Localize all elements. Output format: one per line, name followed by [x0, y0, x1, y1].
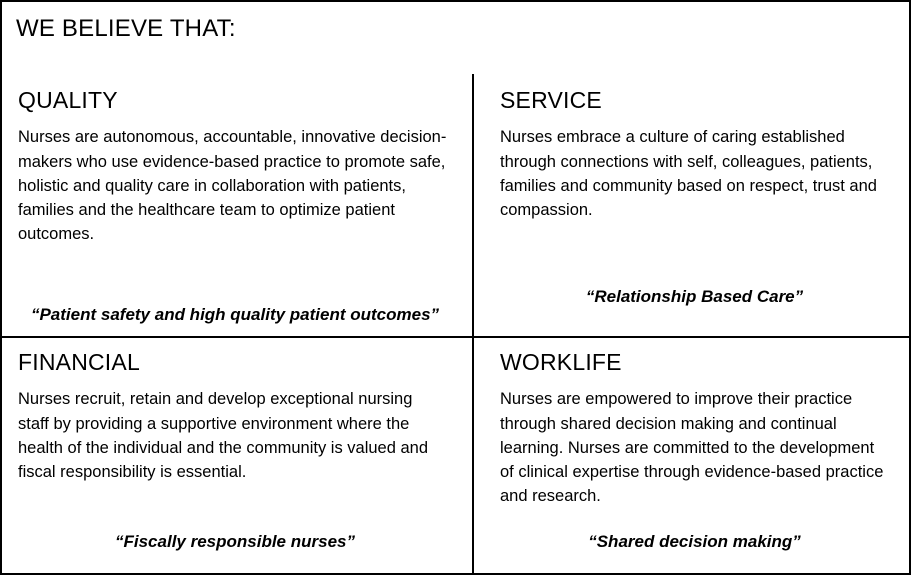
quadrant-quality: [2, 74, 474, 336]
quadrant-title: SERVICE: [500, 87, 602, 113]
quadrant-tagline: “Patient safety and high quality patient outcomes”: [30, 304, 440, 324]
quadrant-worklife: [474, 336, 909, 573]
quadrant-financial: [2, 336, 474, 573]
quadrant-title: QUALITY: [18, 87, 118, 113]
quadrant-service: [474, 74, 909, 336]
quadrant-title: WORKLIFE: [500, 349, 622, 375]
quadrant-body: Nurses embrace a culture of caring established through connections with self, colleagues, patients, families and community based on respect, trust and compassion.: [500, 128, 877, 220]
horizontal-divider: [2, 336, 909, 338]
page-title: WE BELIEVE THAT:: [16, 15, 236, 42]
quadrant-tagline: “Fiscally responsible nurses”: [115, 531, 355, 551]
quadrant-body: Nurses recruit, retain and develop exceptional nursing staff by providing a supportive environment where the health of the individual and the community is valued and fiscal responsibility is essential.: [18, 390, 429, 482]
quadrant-body: Nurses are empowered to improve their practice through shared decision making and continual learning. Nurses are committed to the development of clinical expertise through evidence-based practice and research.: [500, 390, 884, 506]
quadrant-tagline: “Shared decision making”: [588, 531, 801, 551]
quadrant-body: Nurses are autonomous, accountable, innovative decision-makers who use evidence-based practice to promote safe, holistic and quality care in collaboration with patients, families and the healthcare team to optimize patient outcomes.: [18, 128, 447, 244]
quadrant-grid: [2, 74, 909, 573]
quadrant-title: FINANCIAL: [18, 349, 140, 375]
quadrant-tagline: “Relationship Based Care”: [585, 286, 804, 306]
